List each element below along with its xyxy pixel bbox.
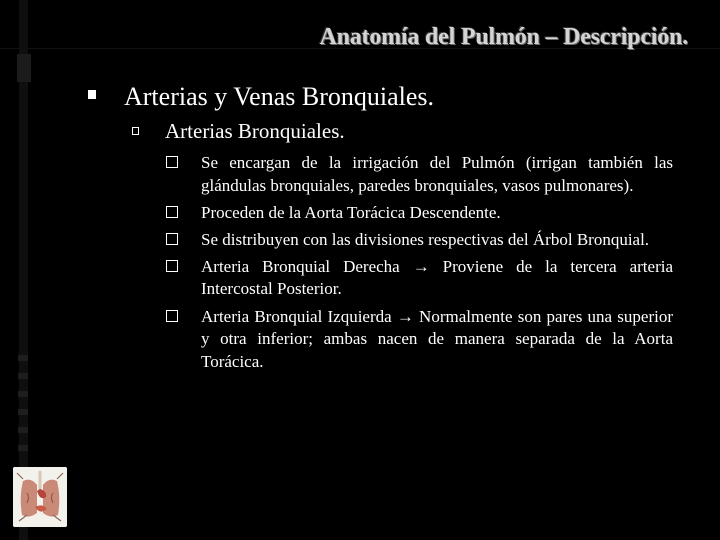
list-item-text: Arteria Bronquial Izquierda → Normalmente son pares una superior y otra inferior; ambas nacen de manera separada de la Aorta Torácica. bbox=[201, 306, 673, 371]
bullet-level2-text: Arterias Bronquiales. bbox=[165, 119, 345, 143]
decor-mark bbox=[18, 445, 28, 451]
bullet-level3-list bbox=[166, 152, 673, 378]
list-item bbox=[166, 256, 673, 301]
list-item-text: Se distribuyen con las divisiones respectivas del Árbol Bronquial. bbox=[201, 229, 650, 249]
list-item bbox=[166, 152, 673, 197]
left-decor-marks bbox=[18, 355, 28, 463]
list-item-text: Proceden de la Aorta Torácica Descendente. bbox=[201, 202, 501, 222]
checkbox-bullet-icon bbox=[166, 156, 178, 168]
checkbox-bullet-icon bbox=[166, 206, 178, 218]
list-item bbox=[166, 202, 673, 225]
list-item bbox=[166, 229, 673, 252]
decor-mark bbox=[18, 427, 28, 433]
decor-mark bbox=[18, 409, 28, 415]
slide-title: Anatomía del Pulmón – Descripción. bbox=[319, 24, 688, 50]
lung-anatomy-illustration-icon bbox=[13, 467, 67, 527]
checkbox-bullet-icon bbox=[166, 233, 178, 245]
left-decor-block bbox=[17, 54, 31, 82]
bullet-level1-text: Arterias y Venas Bronquiales. bbox=[124, 82, 435, 111]
checkbox-bullet-icon bbox=[166, 260, 178, 272]
list-item-text: Se encargan de la irrigación del Pulmón (irrigan también las glándulas bronquiales, paredes bronquiales, vasos pulmonares). bbox=[201, 153, 673, 195]
decor-mark bbox=[18, 373, 28, 379]
decor-mark bbox=[18, 355, 28, 361]
list-item bbox=[166, 306, 673, 374]
square-bullet-icon bbox=[88, 90, 96, 99]
list-item-text: Arteria Bronquial Derecha → Proviene de la tercera arteria Intercostal Posterior. bbox=[201, 256, 673, 299]
hollow-square-bullet-icon bbox=[132, 127, 139, 135]
checkbox-bullet-icon bbox=[166, 310, 178, 322]
decor-mark bbox=[18, 391, 28, 397]
